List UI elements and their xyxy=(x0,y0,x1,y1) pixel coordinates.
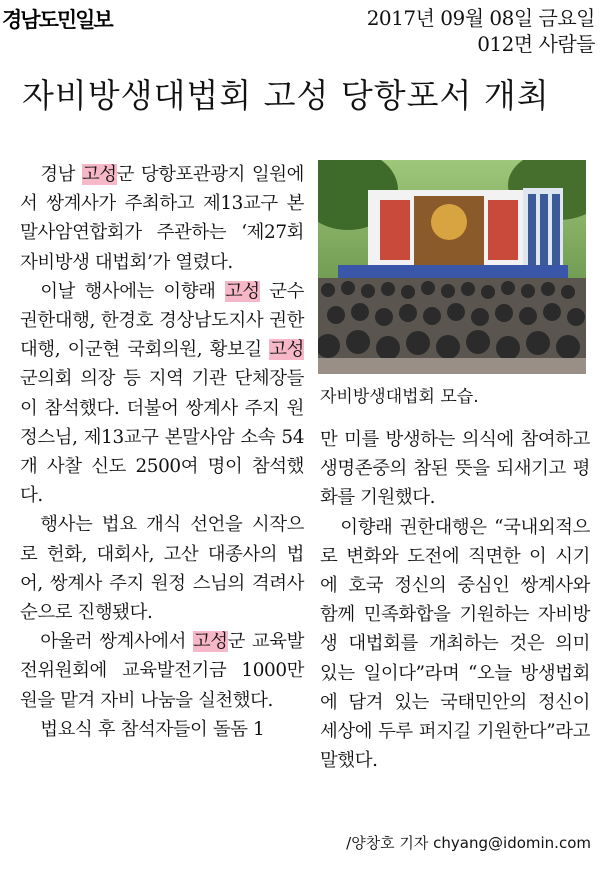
article-paragraph: 행사는 법요 개식 선언을 시작으로 헌화, 대회사, 고산 대종사의 법어, 쌍계사 주지 원정 스님의 격려사 순으로 진행됐다. xyxy=(20,514,304,624)
newspaper-logo: 경남도민일보 xyxy=(2,8,112,32)
article-paragraph: 만 미를 방생하는 의식에 참여하고 생명존중의 참된 뜻을 되새기고 평화를 기원했다. xyxy=(320,429,590,509)
article-paragraph: 이향래 권한대행은 “국내외적으로 변화와 도전에 직면한 이 시기에 호국 정신의 중심인 쌍계사와 함께 민족화합을 기원하는 자비방생 대법회를 개최하는 것은 의미 있는 일이다”라며 “오늘 방생법회에 담겨 있는 국태민안의 정신이 세상에 두루 퍼지길 기원한다”라고 말했다. xyxy=(320,516,590,772)
article-body-right-column xyxy=(320,425,590,775)
page-section: 012면 사람들 xyxy=(477,32,595,56)
reporter-byline: /양창호 기자 chyang@idomin.com xyxy=(346,834,591,852)
publication-date: 2017년 09월 08일 금요일 xyxy=(366,6,595,30)
highlighted-keyword: 고성 xyxy=(81,164,117,185)
photo-caption: 자비방생대법회 모습. xyxy=(320,387,479,407)
masthead xyxy=(0,0,601,60)
highlighted-keyword: 고성 xyxy=(269,339,304,361)
event-photo-image xyxy=(318,160,586,374)
article-paragraph: 이날 행사에는 이향래 고성 군수 권한대행, 한경호 경상남도지사 권한대행, 이군현 국회의원, 황보길 고성군의회 의장 등 지역 기관 단체장들이 참석했다. 더불어 쌍계사 주지 원정스님, 제13교구 본말사암 소속 54개 사찰 신도 2500여 명이 참석했다. xyxy=(20,280,304,507)
article-paragraph: 법요식 후 참석자들이 돌돔 1 xyxy=(40,718,265,740)
article-body-left-column xyxy=(20,160,304,744)
highlighted-keyword: 고성 xyxy=(192,631,228,653)
article-paragraph: 아울러 쌍계사에서 고성군 교육발전위원회에 교육발전기금 1000만 원을 맡겨 자비 나눔을 실천했다. xyxy=(20,631,304,711)
event-photo xyxy=(318,160,586,374)
article-paragraph: 경남 고성군 당항포관광지 일원에서 쌍계사가 주최하고 제13교구 본말사암연합회가 주관하는 ‘제27회 자비방생 대법회’가 열렸다. xyxy=(20,164,304,273)
article-headline: 자비방생대법회 고성 당항포서 개최 xyxy=(22,76,550,115)
highlighted-keyword: 고성 xyxy=(225,280,260,302)
